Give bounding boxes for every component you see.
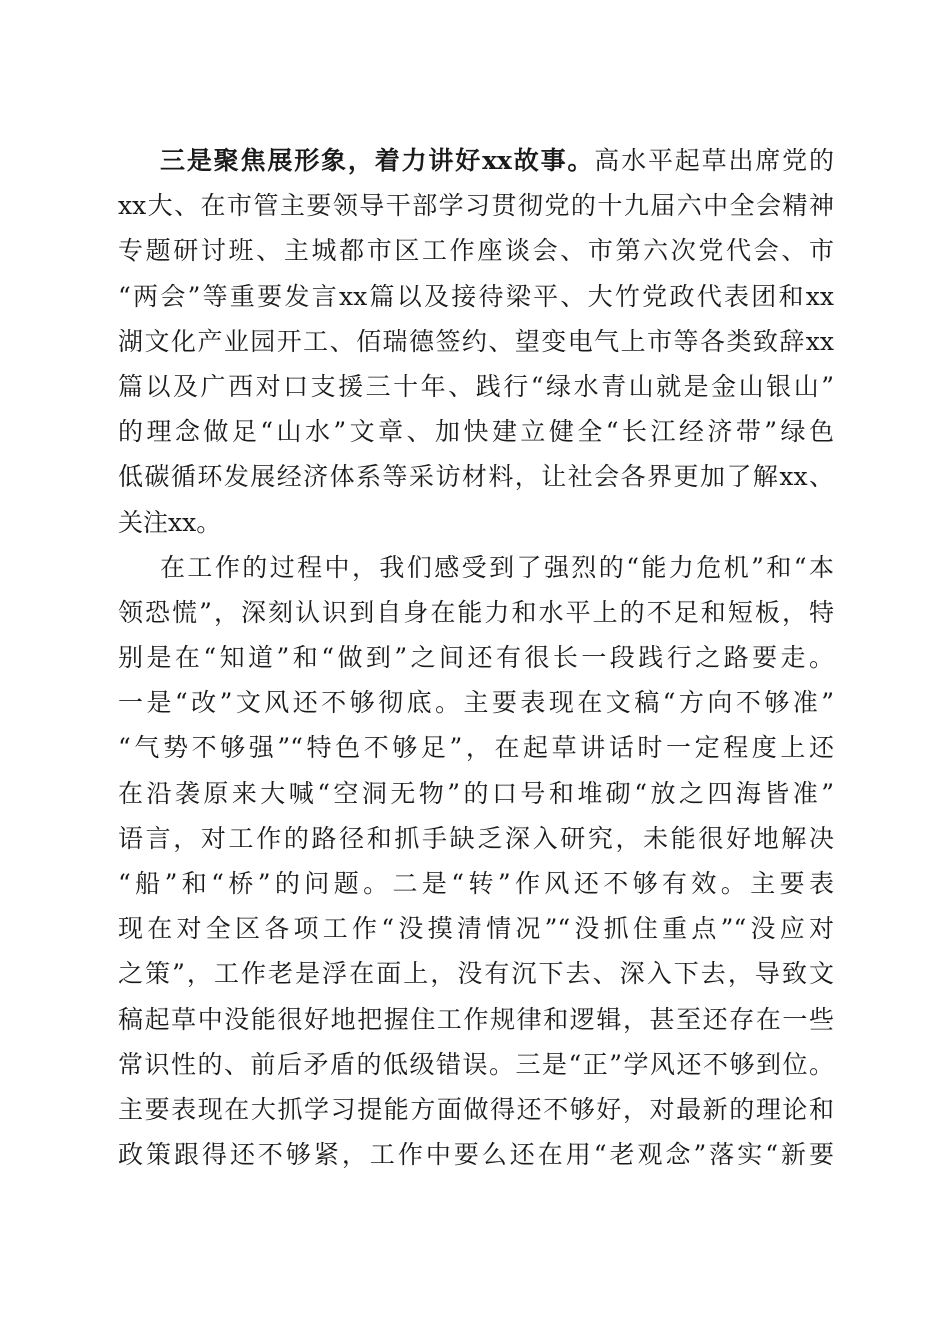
paragraph2-line-8: “船”和“桥”的问题。二是“转”作风还不够有效。主要表 <box>118 869 834 898</box>
document-body <box>118 138 834 1177</box>
paragraph2-line-6: 在沿袭原来大喊“空洞无物”的口号和堆砌“放之四海皆准” <box>118 778 834 808</box>
paragraph2-line-4: 一是“改”文风还不够彻底。主要表现在文稿“方向不够准” <box>118 688 834 718</box>
paragraph2-line-1: 在工作的过程中，我们感受到了强烈的“能力危机”和“本 <box>160 552 834 582</box>
paragraph1-lead-bold: 三是聚焦展形象，着力讲好xx故事。 <box>160 146 595 175</box>
paragraph1-line-1 <box>118 138 834 183</box>
paragraph1-line-6: 篇以及广西对口支援三十年、践行“绿水青山就是金山银山” <box>118 371 834 401</box>
paragraph1-line-2: xx大、在市管主要领导干部学习贯彻党的十九届六中全会精神 <box>118 191 834 221</box>
paragraph2-line-13: 主要表现在大抓学习提能方面做得还不够好，对最新的理论和 <box>118 1094 834 1124</box>
paragraph2-line-10: 之策”，工作老是浮在面上，没有沉下去、深入下去，导致文 <box>118 959 834 989</box>
paragraph2-line-3: 别是在“知道”和“做到”之间还有很长一段践行之路要走。 <box>118 643 834 673</box>
paragraph1-line-5: 湖文化产业园开工、佰瑞德签约、望变电气上市等各类致辞xx <box>118 326 834 356</box>
paragraph2-line-14: 政策跟得还不够紧，工作中要么还在用“老观念”落实“新要 <box>118 1140 834 1170</box>
paragraph1-line-4: “两会”等重要发言xx篇以及接待梁平、大竹党政代表团和xx <box>118 281 834 311</box>
paragraph1-line-9: 关注xx。 <box>118 507 222 537</box>
paragraph1-line-1-rest: 高水平起草出席党的 <box>594 146 834 175</box>
paragraph2-line-2: 领恐慌”，深刻认识到自身在能力和水平上的不足和短板，特 <box>118 597 834 627</box>
paragraph2-line-11: 稿起草中没能很好地把握住工作规律和逻辑，甚至还存在一些 <box>118 1004 834 1034</box>
paragraph2-line-7: 语言，对工作的路径和抓手缺乏深入研究，未能很好地解决 <box>118 823 834 853</box>
paragraph1-line-3: 专题研讨班、主城都市区工作座谈会、市第六次党代会、市 <box>118 236 834 266</box>
paragraph1-line-7: 的理念做足“山水”文章、加快建立健全“长江经济带”绿色 <box>118 417 834 447</box>
paragraph2-line-9: 现在对全区各项工作“没摸清情况”“没抓住重点”“没应对 <box>118 914 834 944</box>
paragraph2-line-5: “气势不够强”“特色不够足”，在起草讲话时一定程度上还 <box>118 733 834 763</box>
paragraph1-line-8: 低碳循环发展经济体系等采访材料，让社会各界更加了解xx、 <box>118 462 834 492</box>
paragraph2-line-12: 常识性的、前后矛盾的低级错误。三是“正”学风还不够到位。 <box>118 1049 834 1079</box>
